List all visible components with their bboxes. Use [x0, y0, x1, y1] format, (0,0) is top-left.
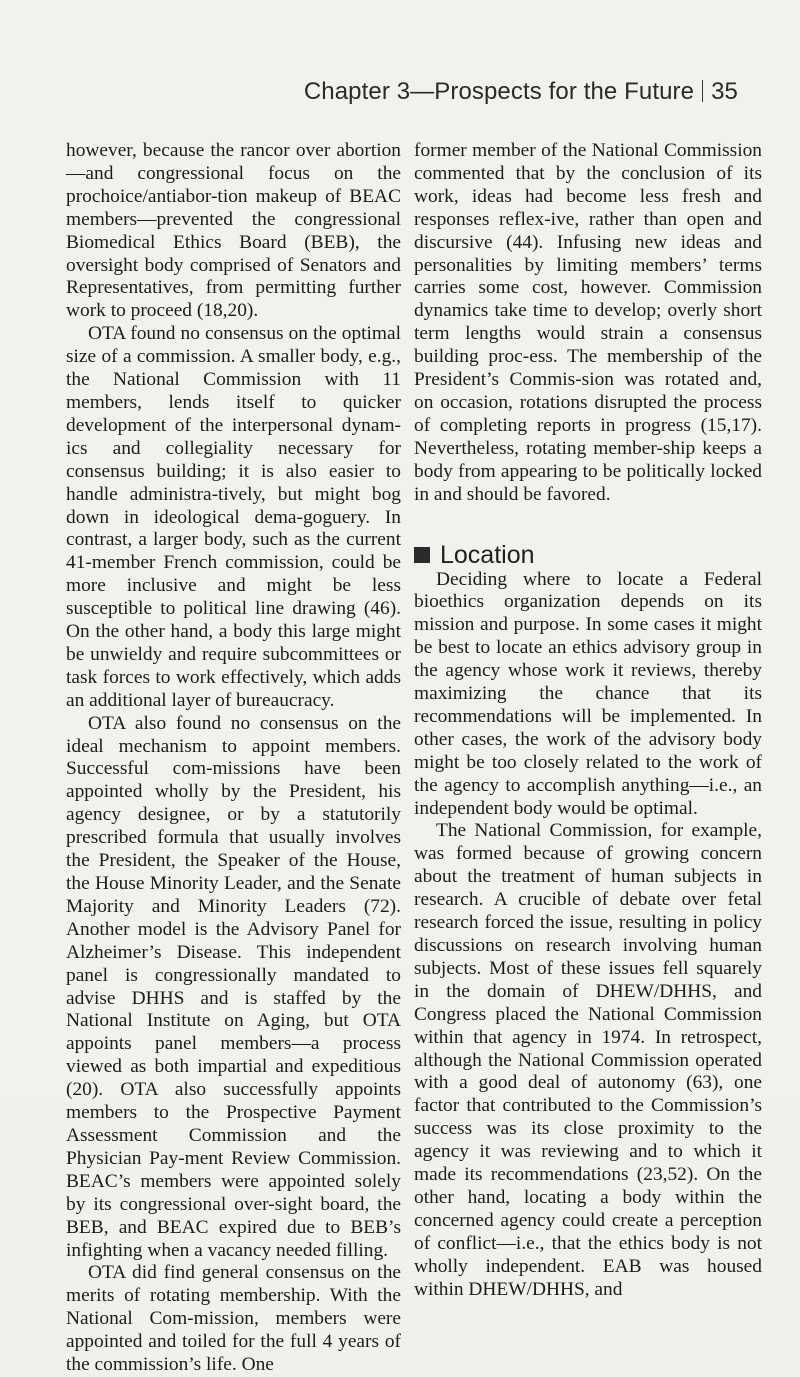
section-heading-text: Location [440, 540, 535, 569]
right-column [414, 140, 762, 1302]
body-paragraph: OTA also found no consensus on the ideal mechanism to appoint members. Successful com-missions have been appointed wholly by the President, his agency designee, or by a statutorily prescribed formula that usually involves the President, the Speaker of the House, the House Minority Leader, and the Senate Majority and Minority Leaders (72). Another model is the Advisory Panel for Alzheimer’s Disease. This independent panel is congressionally mandated to advise DHHS and is staffed by the National Institute on Aging, but OTA appoints panel members—a process viewed as both impartial and expeditious (20). OTA also successfully appoints members to the Prospective Payment Assessment Commission and the Physician Pay-ment Review Commission. BEAC’s members were appointed solely by its congressional over-sight board, the BEB, and BEAC expired due to BEB’s infighting when a vacancy needed filling. [66, 712, 401, 1261]
header-divider [702, 80, 703, 102]
page-number: 35 [711, 78, 738, 105]
body-paragraph: OTA did find general consensus on the merits of rotating membership. With the National Com-mission, members were appointed and toiled for the full 4 years of the commission’s life. One [66, 1262, 401, 1376]
section-heading [414, 541, 762, 569]
left-column [66, 140, 401, 1377]
body-paragraph: however, because the rancor over abortion—and congressional focus on the prochoice/antiabor-tion makeup of BEAC members—prevented the congressional Biomedical Ethics Board (BEB), the oversight body comprised of Senators and Representatives, from permitting further work to proceed (18,20). [66, 140, 401, 322]
body-paragraph: former member of the National Commission commented that by the conclusion of its work, ideas had become less fresh and responses reflex-ive, rather than open and discursive (44). Infusing new ideas and personalities by limiting members’ terms carries some cost, however. Commission dynamics take time to develop; overly short term lengths would strain a consensus building proc-ess. The membership of the President’s Commis-sion was rotated and, on occasion, rotations disrupted the process of completing reports in progress (15,17). Nevertheless, rotating member-ship keeps a body from appearing to be politically locked in and should be favored. [414, 140, 762, 505]
square-bullet-icon [414, 547, 430, 563]
running-header [304, 78, 738, 106]
body-paragraph: Deciding where to locate a Federal bioethics organization depends on its mission and purpose. In some cases it might be best to locate an ethics advisory group in the agency whose work it reviews, thereby maximizing the chance that its recommendations will be implemented. In other cases, the work of the advisory body might be too closely related to the work of the agency to accomplish anything—i.e., an independent body would be optimal. [414, 568, 762, 819]
body-paragraph: The National Commission, for example, was formed because of growing concern about the treatment of human subjects in research. A crucible of debate over fetal research forced the issue, resulting in policy discussions on research involving human subjects. Most of these issues fell squarely in the domain of DHEW/DHHS, and Congress placed the National Commission within that agency in 1974. In retrospect, although the National Commission operated with a good deal of autonomy (63), one factor that contributed to the Commission’s success was its close proximity to the agency it was reviewing and to which it made its recommendations (23,52). On the other hand, locating a body within the concerned agency could create a perception of conflict—i.e., that the ethics body is not wholly independent. EAB was housed within DHEW/DHHS, and [414, 820, 762, 1300]
chapter-title: Chapter 3—Prospects for the Future [303, 78, 695, 105]
body-paragraph: OTA found no consensus on the optimal size of a commission. A smaller body, e.g., the National Commission with 11 members, lends itself to quicker development of the interpersonal dynam-ics and collegiality necessary for consensus building; it is also easier to handle administra-tively, but might bog down in ideological dema-goguery. In contrast, a larger body, such as the current 41-member French commission, could be more inclusive and might be less susceptible to political line drawing (46). On the other hand, a body this large might be unwieldy and require subcommittees or task forces to work effectively, which adds an additional layer of bureaucracy. [66, 323, 401, 711]
